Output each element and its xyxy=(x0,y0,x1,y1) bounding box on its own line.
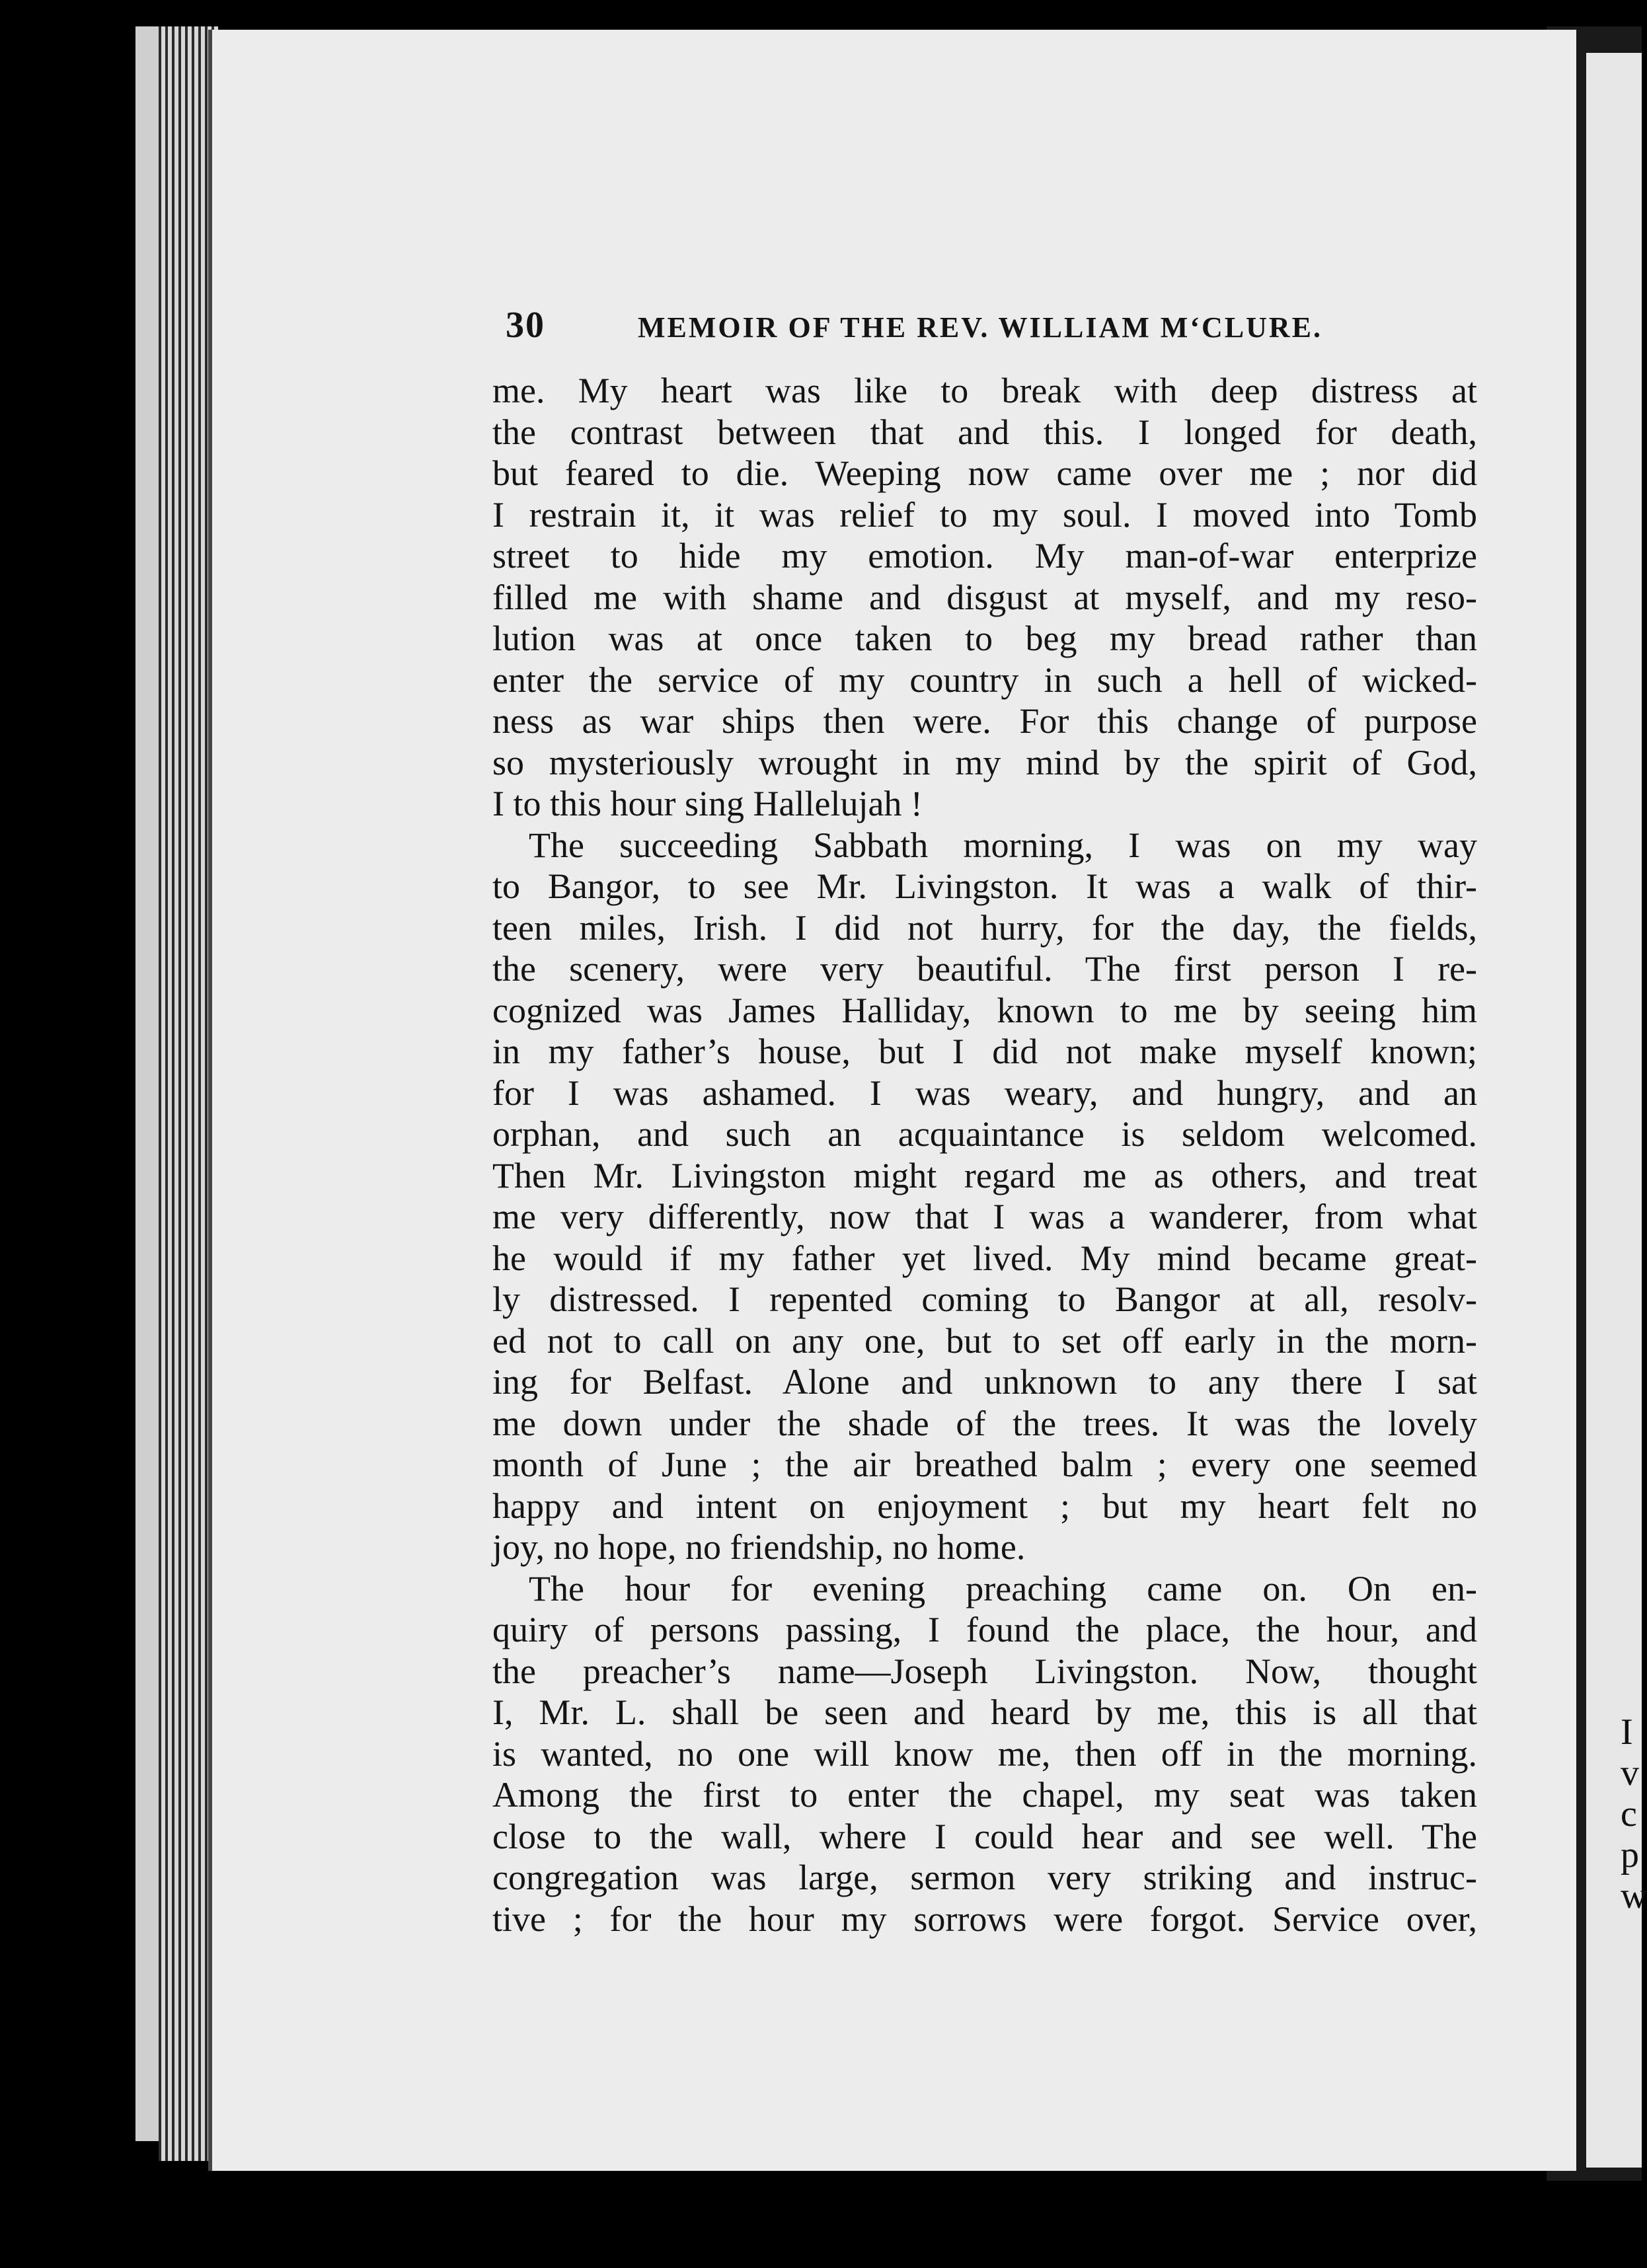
text-line: filled me with shame and disgust at myself, and my reso- xyxy=(492,577,1477,617)
text-line: for I was ashamed. I was weary, and hungry, and an xyxy=(492,1073,1477,1113)
text-line: tive ; for the hour my sorrows were forgot. Service over, xyxy=(492,1899,1477,1939)
text-line: teen miles, Irish. I did not hurry, for the day, the fields, xyxy=(492,907,1477,948)
text-line: so mysteriously wrought in my mind by the spirit of God, xyxy=(492,742,1477,782)
text-line: orphan, and such an acquaintance is seldom welcomed. xyxy=(492,1114,1477,1154)
page-header xyxy=(506,304,1358,357)
text-line: in my father’s house, but I did not make myself known; xyxy=(492,1032,1477,1071)
text-line: enter the service of my country in such a hell of wicked- xyxy=(492,660,1477,700)
text-line: lution was at once taken to beg my bread rather than xyxy=(492,619,1477,658)
text-line: close to the wall, where I could hear and see well. The xyxy=(492,1816,1477,1856)
text-line: ness as war ships then were. For this change of purpose xyxy=(492,701,1477,741)
text-line: ing for Belfast. Alone and unknown to any there I sat xyxy=(492,1362,1477,1402)
text-line: he would if my father yet lived. My mind became great- xyxy=(492,1238,1477,1278)
running-title: MEMOIR OF THE REV. WILLIAM M‘CLURE. xyxy=(638,311,1323,344)
text-line: me. My heart was like to break with deep distress at xyxy=(492,371,1477,410)
page-number: 30 xyxy=(506,305,545,346)
text-line: happy and intent on enjoyment ; but my heart felt no xyxy=(492,1486,1477,1526)
text-line: I to this hour sing Hallelujah ! xyxy=(492,784,923,823)
body-text xyxy=(492,370,1477,1940)
text-line: month of June ; the air breathed balm ; every one seemed xyxy=(492,1445,1477,1484)
text-line: ly distressed. I repented coming to Bangor at all, resolv- xyxy=(492,1279,1477,1319)
text-line: me down under the shade of the trees. It was the lovely xyxy=(492,1403,1477,1443)
text-line: I restrain it, it was relief to my soul. I moved into Tomb xyxy=(492,494,1477,535)
next-page-fragment: I v c p w xyxy=(1621,1712,1647,1916)
text-line: Then Mr. Livingston might regard me as others, and treat xyxy=(492,1155,1477,1195)
text-line: me very differently, now that I was a wanderer, from what xyxy=(492,1197,1477,1236)
text-line: The hour for evening preaching came on. On en- xyxy=(529,1568,1477,1608)
text-line: cognized was James Halliday, known to me by seeing him xyxy=(492,990,1477,1030)
text-line: I, Mr. L. shall be seen and heard by me, this is all that xyxy=(492,1692,1477,1732)
text-line: the preacher’s name—Joseph Livingston. Now, thought xyxy=(492,1651,1477,1691)
text-line: the contrast between that and this. I longed for death, xyxy=(492,412,1477,452)
text-line: joy, no hope, no friendship, no home. xyxy=(492,1527,1026,1567)
text-line: street to hide my emotion. My man-of-war enterprize xyxy=(492,536,1477,576)
text-line: to Bangor, to see Mr. Livingston. It was a walk of thir- xyxy=(492,866,1477,906)
text-line: the scenery, were very beautiful. The first person I re- xyxy=(492,949,1477,989)
text-line: ed not to call on any one, but to set off early in the morn- xyxy=(492,1320,1477,1361)
text-line: congregation was large, sermon very striking and instruc- xyxy=(492,1858,1477,1897)
text-line: Among the first to enter the chapel, my seat was taken xyxy=(492,1775,1477,1815)
text-line: is wanted, no one will know me, then off in the morning. xyxy=(492,1733,1477,1774)
text-line: but feared to die. Weeping now came over me ; nor did xyxy=(492,453,1477,493)
text-line: quiry of persons passing, I found the place, the hour, and xyxy=(492,1610,1477,1649)
text-line: The succeeding Sabbath morning, I was on my way xyxy=(529,825,1477,865)
